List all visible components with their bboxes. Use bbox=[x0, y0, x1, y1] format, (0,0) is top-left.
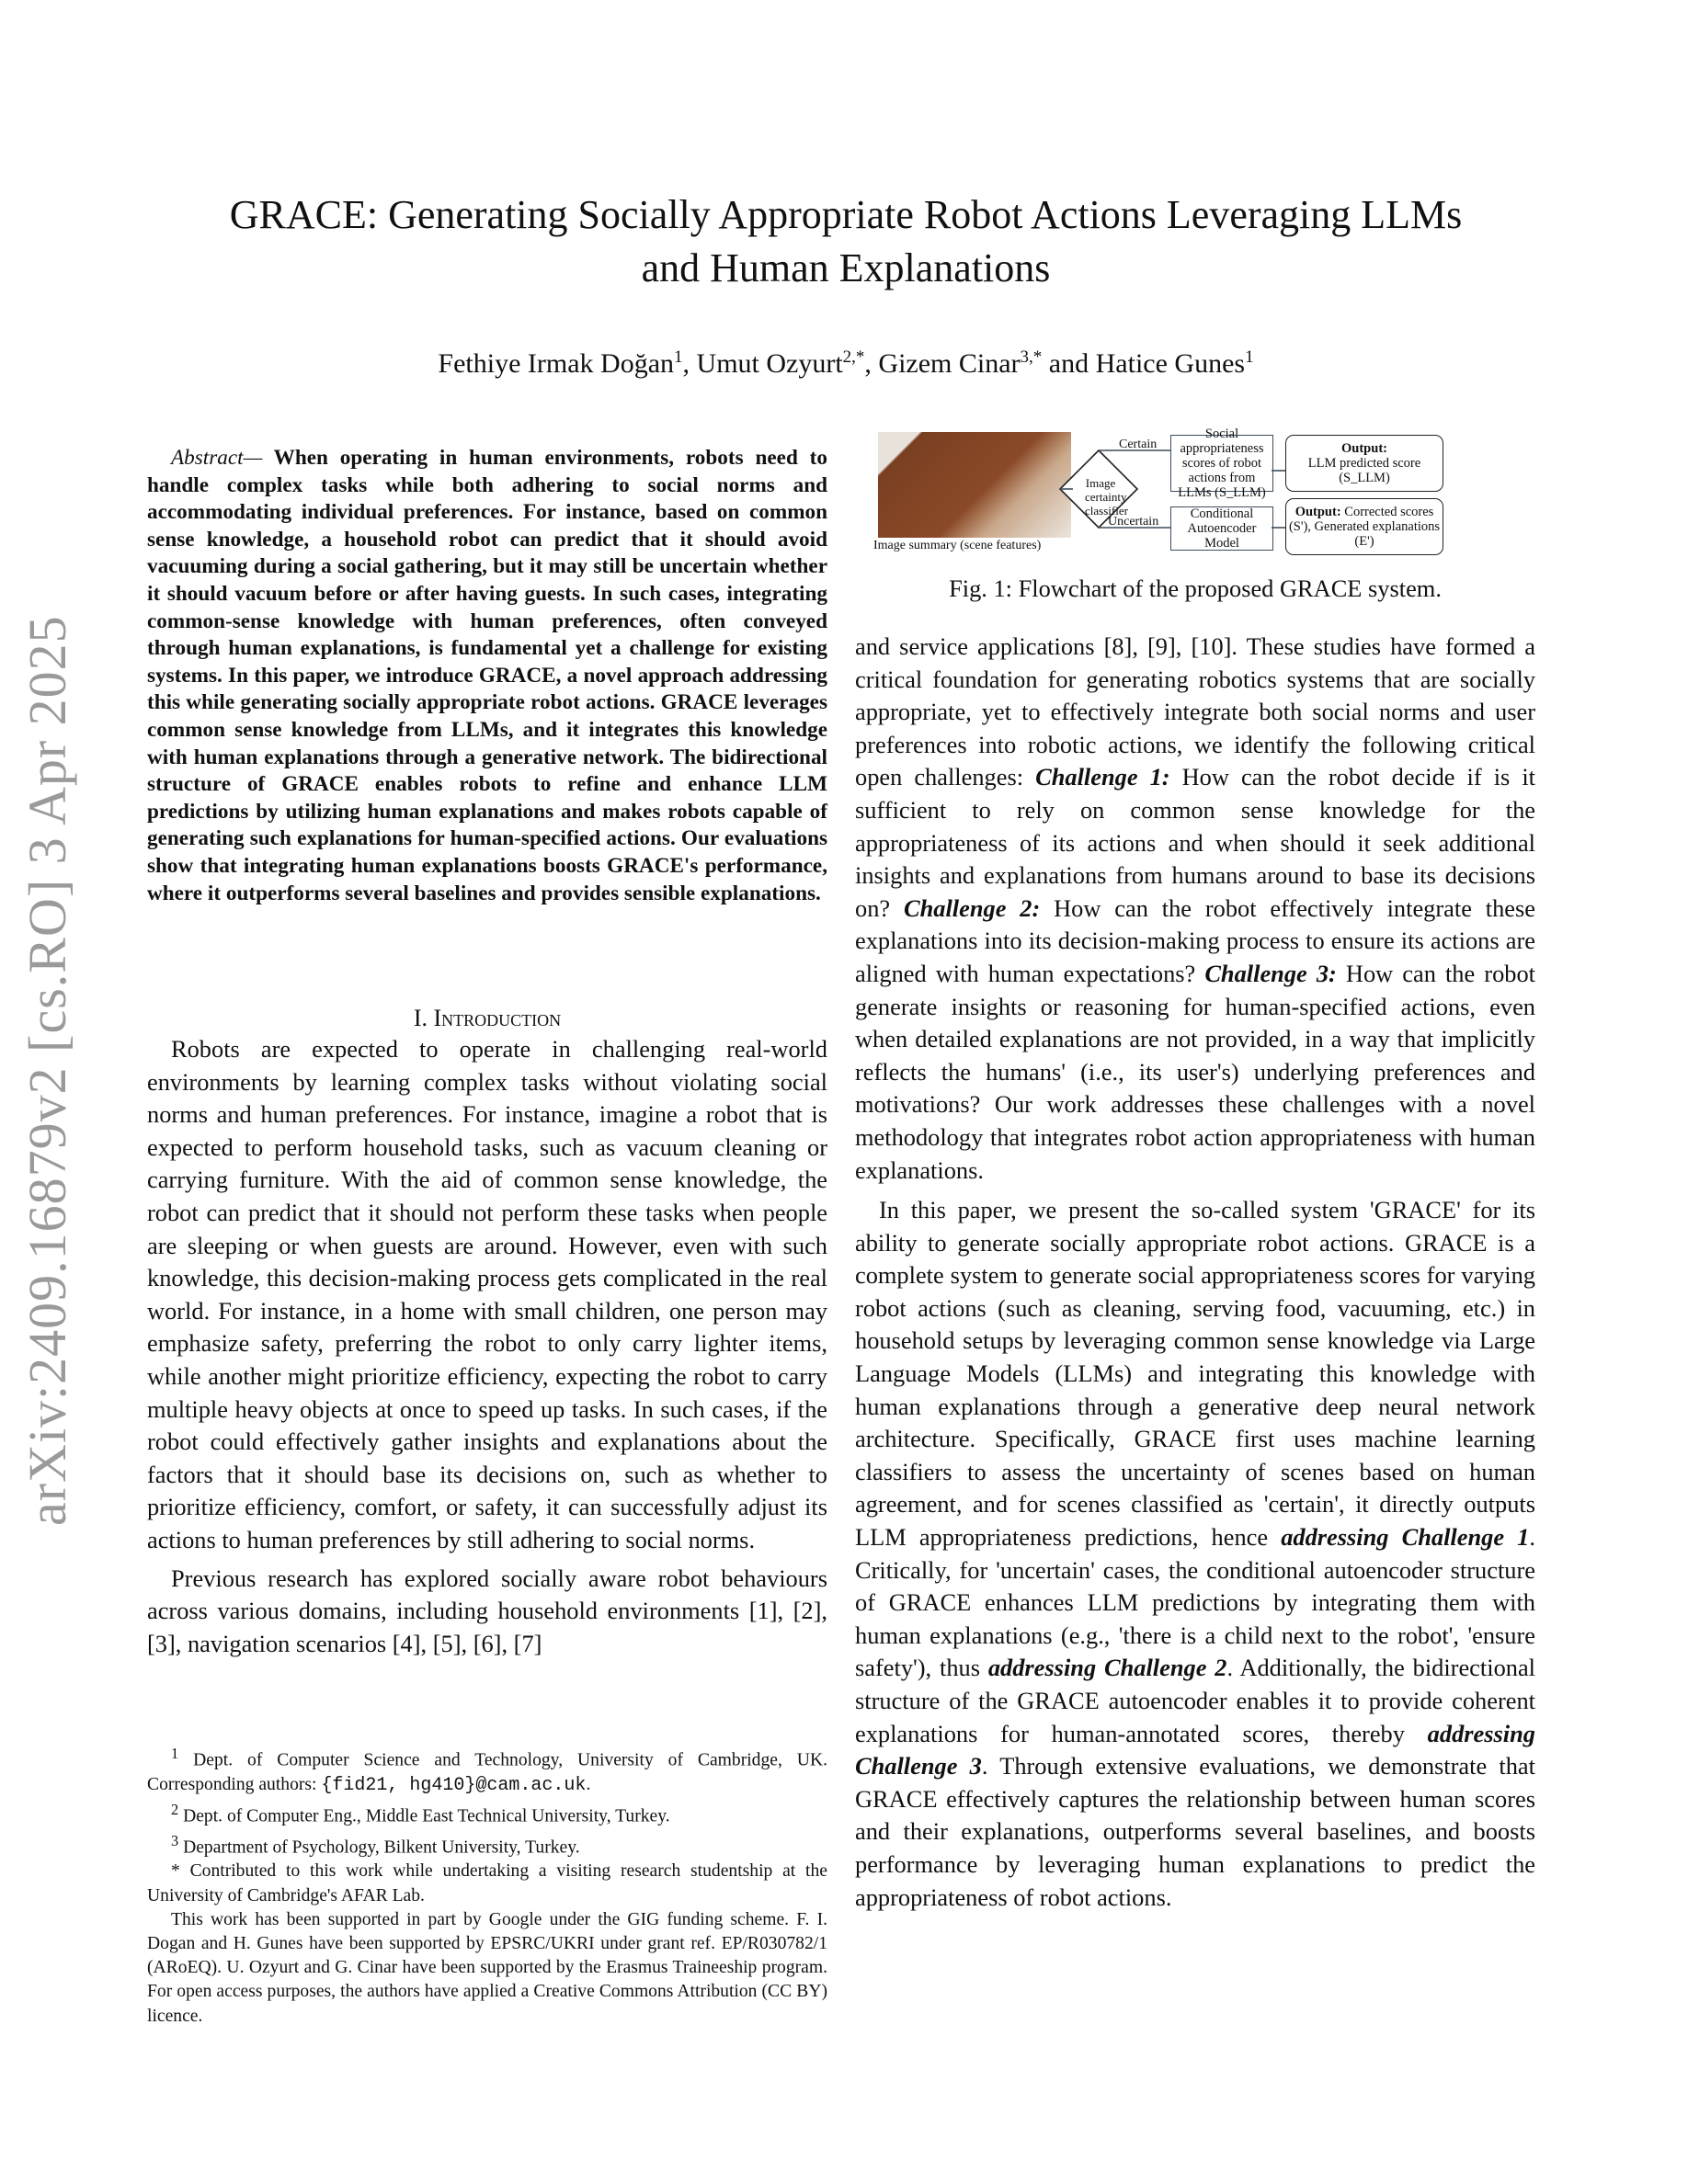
paragraph: Previous research has explored socially aware robot behaviours across various domains, including household environments [1], [2], [3], navigation scenarios [4], [5], [6], [7] bbox=[147, 1564, 827, 1657]
author-name: Hatice Gunes bbox=[1095, 348, 1246, 379]
abstract bbox=[147, 445, 827, 907]
llm-scores-box: Social appropriateness scores of robot actions from LLMs (S_LLM) bbox=[1170, 435, 1273, 492]
figure-flowchart bbox=[873, 427, 1522, 561]
author-list: Fethiye Irmak Doğan$^1$, Umut Ozyurt$^{2,*}$, Gizem Cinar$^{3,*}$ and Hatice Gunes$^1$ bbox=[438, 347, 1254, 379]
output-llm-box: Output: LLM predicted score (S_LLM) bbox=[1285, 435, 1443, 492]
autoencoder-box: Conditional Autoencoder Model bbox=[1170, 506, 1273, 551]
classifier-label: Image certainty classifier bbox=[1085, 476, 1128, 518]
affiliation-mark: 3,* bbox=[1020, 347, 1043, 367]
paragraph: Robots are expected to operate in challenging real-world environments by learning complex tasks without violating social norms and human preferences. For instance, imagine a robot that is expected to perform household tasks, such as vacuum cleaning or carrying furniture. With the aid of common sense knowledge, the robot can predict that it should not perform these tasks when people are sleeping or when guests are around. However, even with such knowledge, this decision-making process gets complicated in the real world. For instance, in a home with small children, one person may emphasize safety, preferring the robot to only carry lighter items, while another might prioritize efficiency, expecting the robot to carry multiple heavy objects at once to speed up tasks. In such cases, if the robot could effectively gather insights and explanations about the factors that it should base its decisions on, such as whether to prioritize efficiency, comfort, or safety, it can successfully adjust its actions to human preferences by still adhering to social norms. bbox=[147, 1035, 827, 1553]
title-line-1: GRACE: Generating Socially Appropriate Robot Actions Leveraging LLMs bbox=[229, 192, 1463, 237]
paragraph: In this paper, we present the so-called system 'GRACE' for its ability to generate socially appropriate robot actions. GRACE is a complete system to generate social appropriateness scores for varying robot actions (such as cleaning, serving food, vacuuming, etc.) in household setups by leveraging common sense knowledge via Large Language Models (LLMs) and integrating this knowledge with human explanations through a generative deep neural network architecture. Specifically, GRACE first uses machine learning classifiers to assess the uncertainty of scenes based on human agreement, and for scenes classified as 'certain', it directly outputs LLM appropriateness predictions, hence addressing Challenge 1. Critically, for 'uncertain' cases, the conditional autoencoder structure of GRACE enhances LLM predictions by integrating them with human explanations (e.g., 'there is a child next to the robot', 'ensure safety'), thus addressing Challenge 2. Additionally, the bidirectional structure of the GRACE autoencoder enables it to provide coherent explanations for human-annotated scores, thereby addressing Challenge 3. Through extensive evaluations, we demonstrate that GRACE effectively captures the relationship between human scores and their explanations, outperforms several baselines, and boosts performance by leveraging human explanations to predict the appropriateness of robot actions. bbox=[855, 1196, 1536, 1911]
output-corrected-box: Output: Corrected scores (S'), Generated explanations (E') bbox=[1285, 498, 1443, 555]
abstract-label: Abstract— bbox=[171, 446, 263, 470]
author-name: Fethiye Irmak Doğan bbox=[438, 348, 675, 379]
uncertain-label: Uncertain bbox=[1108, 515, 1159, 529]
certain-label: Certain bbox=[1119, 438, 1158, 451]
introduction-body bbox=[147, 1033, 827, 1660]
footnote-3: $^3$ Department of Psychology, Bilkent University, Turkey. bbox=[171, 1831, 580, 1858]
affiliation-mark: 1 bbox=[674, 347, 683, 367]
affiliation-mark: 1 bbox=[1245, 347, 1254, 367]
title-line-2: and Human Explanations bbox=[641, 245, 1051, 290]
scene-caption: Image summary (scene features) bbox=[873, 539, 1042, 552]
funding-note: This work has been supported in part by Google under the GIG funding scheme. F. I. Dogan and H. Gunes have been supported by EPSRC/UKRI under grant ref. EP/R030782/1 (ARoEQ). U. Ozyurt and G. Cinar have been supported by the Erasmus Traineeship program. For open access purposes, the authors have applied a Creative Commons Attribution (CC BY) licence. bbox=[147, 1909, 827, 2026]
figure-caption: Fig. 1: Flowchart of the proposed GRACE system. bbox=[949, 574, 1442, 602]
section-heading: I. Introduction bbox=[413, 1005, 562, 1031]
arxiv-stamp: arXiv:2409.16879v2 [cs.RO] 3 Apr 2025 bbox=[17, 615, 77, 1526]
author-name: Gizem Cinar bbox=[878, 348, 1021, 379]
footnotes bbox=[147, 1742, 827, 2029]
right-column-body bbox=[855, 631, 1535, 1914]
paper-title bbox=[138, 188, 1554, 295]
author-name: Umut Ozyurt bbox=[696, 348, 843, 379]
paragraph: and service applications [8], [9], [10]. These studies have formed a critical foundation for generating robotics systems that are socially appropriate, yet to effectively integrate both social norms and user preferences into robotic actions, we identify the following critical open challenges: Challenge 1: How can the robot decide if is it sufficient to rely on common sense knowledge for the appropriateness of its actions and when should it seek additional insights and explanations from humans around to base its decisions on? Challenge 2: How can the robot effectively integrate these explanations into its decision-making process to ensure its actions are aligned with human expectations? Challenge 3: How can the robot generate insights or reasoning for human-specified actions, even when detailed explanations are not provided, in a way that implicitly reflects the humans' (i.e., its user's) underlying preferences and motivations? Our work addresses these challenges with a novel methodology that integrates robot action appropriateness with human explanations. bbox=[855, 632, 1535, 1184]
footnote-1: $^1$ Dept. of Computer Science and Technology, University of Cambridge, UK. Corresponding authors: {fid21, hg410}@cam.ac.uk. bbox=[147, 1745, 827, 1796]
footnote-2: $^2$ Dept. of Computer Eng., Middle East Technical University, Turkey. bbox=[171, 1800, 670, 1826]
abstract-text: When operating in human environments, robots need to handle complex tasks while both adhering to social norms and accommodating individual preferences. For instance, based on common sense knowledge, a household robot can predict that it should avoid vacuuming during a social gathering, but it may still be uncertain whether it should vacuum before or after having guests. In such cases, integrating common-sense knowledge with human preferences, often conveyed through human explanations, is fundamental yet a challenge for existing systems. In this paper, we introduce GRACE, a novel approach addressing this while generating socially appropriate robot actions. GRACE leverages common sense knowledge from LLMs, and it integrates this knowledge with human explanations through a generative network. The bidirectional structure of GRACE enables robots to refine and enhance LLM predictions by utilizing human explanations and makes robots capable of generating such explanations for human-specified actions. Our evaluations show that integrating human explanations boosts GRACE's performance, where it outperforms several baselines and provides sensible explanations. bbox=[147, 446, 827, 905]
email-link[interactable]: {fid21, hg410}@cam.ac.uk bbox=[321, 1774, 587, 1796]
footnote-star: * Contributed to this work while undertaking a visiting research studentship at the University of Cambridge's AFAR Lab. bbox=[147, 1861, 827, 1905]
affiliation-mark: 2,* bbox=[842, 347, 865, 367]
